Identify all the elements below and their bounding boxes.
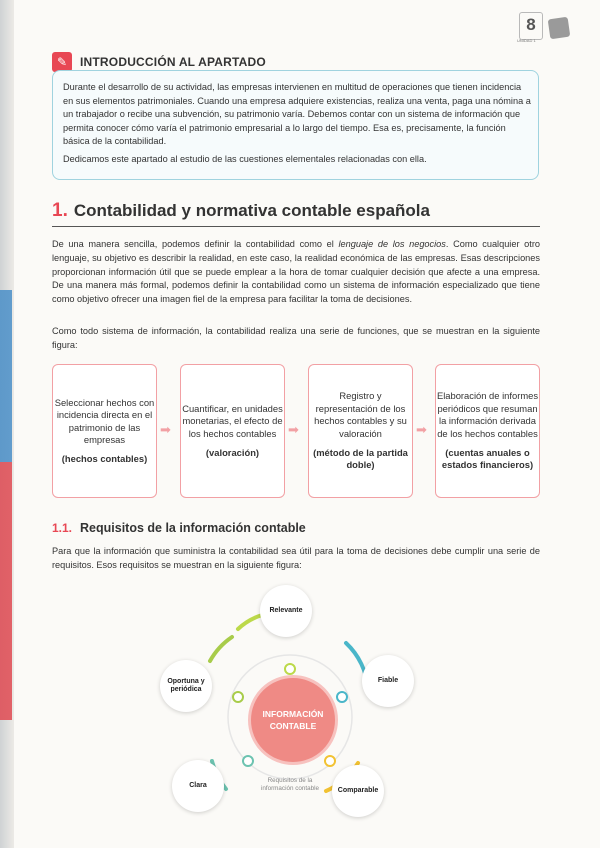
definition-emphasis: lenguaje de los negocios	[338, 239, 446, 249]
arrow-right-icon: ➡	[160, 422, 171, 437]
unit-label: UNIDAD 1	[517, 38, 536, 43]
flow-box-text: Cuantificar, en unidades monetarias, el efecto de los hechos contables	[182, 402, 283, 439]
requirements-paragraph: Para que la información que suministra la contabilidad sea útil para la toma de decisiones debe cumplir una serie de requisitos. Esos requisitos se muestran en la siguiente figura:	[52, 546, 540, 570]
dot-icon	[325, 756, 335, 766]
flow-box-text: Elaboración de informes periódicos que resuman la información derivada de los hechos contables	[436, 390, 539, 439]
arc-oportuna	[210, 637, 232, 661]
center-line-2: CONTABLE	[269, 721, 317, 731]
flow-box-1	[52, 364, 157, 498]
flow-box-3	[308, 364, 413, 498]
definition-paragraph	[52, 238, 540, 307]
section-1-title: Contabilidad y normativa contable española	[73, 201, 430, 220]
flow-box-2	[180, 364, 285, 498]
intro-header	[52, 52, 266, 72]
flow-box-tag: (cuentas anuales o estados financieros)	[441, 446, 534, 471]
intro-paragraph-2: Dedicamos este apartado al estudio de las cuestiones elementales relacionadas con ella.	[63, 154, 427, 164]
definition-text-b: . Como cualquier otro lenguaje, su objetivo es describir la realidad, en este caso, la realidad económica de las empresas. Esas descripciones proporcionan información útil que se puede emplear a la hora de tomar cualquier decisión que afecte a una empresa. De una manera más formal, podemos definir la contabilidad como un sistema de información especializado que tiene como objetivo ofrecer una imagen fiel de la empresa para facilitar la toma de decisiones.	[52, 239, 540, 305]
dot-icon	[233, 692, 243, 702]
intro-title: INTRODUCCIÓN AL APARTADO	[80, 55, 266, 69]
dot-icon	[337, 692, 347, 702]
node-fiable: Fiable	[362, 655, 414, 707]
flow-box-tag: (hechos contables)	[61, 452, 148, 464]
section-1-1-title: Requisitos de la información contable	[80, 521, 306, 535]
intro-box	[52, 70, 539, 180]
center-line-1: INFORMACIÓN	[262, 709, 324, 719]
arrow-right-icon: ➡	[416, 422, 427, 437]
node-clara: Clara	[172, 760, 224, 812]
section-1-heading	[52, 200, 540, 227]
dot-icon	[243, 756, 253, 766]
page-number: 8	[519, 12, 543, 40]
intro-paragraph-1: Durante el desarrollo de su actividad, las empresas intervienen en multitud de operaciones que tienen incidencia en sus elementos patrimoniales. Cuando una empresa adquiere existencias, realiza una venta, paga una nómina a un trabajador o recibe una subvención, su patrimonio varía. Debemos contar con un sistema de información que permita conocer cómo varía el patrimonio empresarial a lo largo del tiempo. Esa es, precisamente, la función básica de la contabilidad.	[63, 82, 531, 147]
node-comparable: Comparable	[332, 765, 384, 817]
section-1-number: 1.	[52, 200, 68, 221]
edge-color-tab	[0, 290, 12, 720]
node-relevante: Relevante	[260, 585, 312, 637]
flow-box-tag: (método de la partida doble)	[313, 446, 408, 471]
flow-box-4	[435, 364, 540, 498]
arrow-right-icon: ➡	[288, 422, 299, 437]
section-1-1-heading	[52, 521, 306, 535]
pin-icon: ✎	[52, 52, 72, 72]
publisher-logo-icon	[548, 17, 571, 40]
diagram-caption: Requisitos de la información contable	[260, 777, 320, 792]
flow-box-text: Seleccionar hechos con incidencia directa en el patrimonio de las empresas	[54, 396, 155, 446]
definition-text-a: De una manera sencilla, podemos definir la contabilidad como el	[52, 239, 339, 249]
node-oportuna: Oportuna y periódica	[160, 660, 212, 712]
dot-icon	[285, 664, 295, 674]
flow-box-tag: (valoración)	[205, 446, 260, 458]
requirements-diagram	[150, 585, 440, 830]
flow-box-text: Registro y representación de los hechos contables y su valoración	[314, 390, 407, 439]
section-1-1-number: 1.1.	[52, 521, 73, 535]
center-circle	[248, 675, 338, 765]
functions-paragraph: Como todo sistema de información, la contabilidad realiza una serie de funciones, que se muestran en la siguiente figura:	[52, 326, 540, 350]
